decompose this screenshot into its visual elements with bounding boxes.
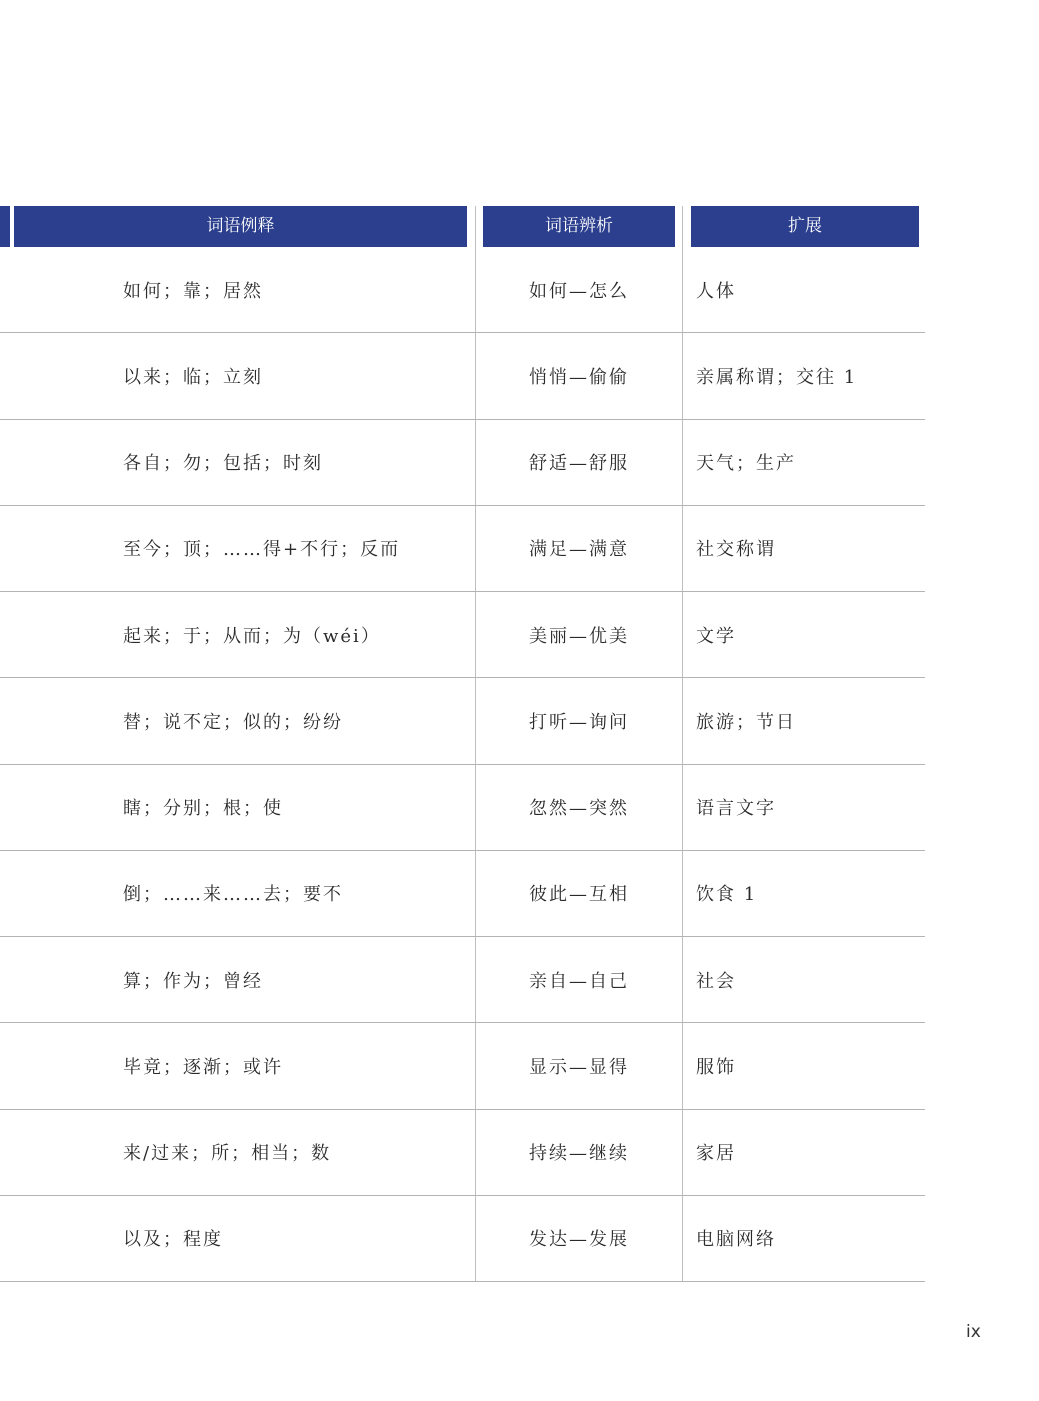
table-row <box>0 506 925 592</box>
table-row <box>0 333 925 419</box>
table-body <box>0 247 925 1282</box>
header-extension: 扩展 <box>691 206 919 247</box>
table-row <box>0 765 925 851</box>
cell-examples: 倒；……来……去；要不 <box>123 884 343 906</box>
cell-examples: 来/过来；所；相当；数 <box>123 1143 332 1165</box>
cell-extension: 电脑网络 <box>696 1229 776 1251</box>
cell-extension: 人体 <box>696 280 736 302</box>
cell-distinction: 满足—满意 <box>529 539 629 561</box>
cell-extension: 文学 <box>696 625 736 647</box>
cell-extension: 社交称谓 <box>696 539 776 561</box>
cell-extension: 饮食 1 <box>696 884 758 906</box>
cell-distinction: 如何—怎么 <box>529 280 629 302</box>
table-row <box>0 420 925 506</box>
cell-extension: 家居 <box>696 1143 736 1165</box>
cell-extension: 旅游；节日 <box>696 711 796 733</box>
table-row <box>0 678 925 764</box>
cell-distinction: 悄悄—偷偷 <box>529 366 629 388</box>
cell-extension: 服饰 <box>696 1056 736 1078</box>
cell-examples: 瞎；分别；根；使 <box>123 798 283 820</box>
cell-extension: 社会 <box>696 970 736 992</box>
table-row <box>0 937 925 1023</box>
cell-examples: 替；说不定；似的；纷纷 <box>123 711 343 733</box>
cell-distinction: 亲自—自己 <box>529 970 629 992</box>
table-row <box>0 1110 925 1196</box>
cell-distinction: 忽然—突然 <box>529 798 629 820</box>
cell-distinction: 持续—继续 <box>529 1143 629 1165</box>
table-row <box>0 592 925 678</box>
table-row <box>0 247 925 333</box>
cell-distinction: 发达—发展 <box>529 1229 629 1251</box>
table-row <box>0 1196 925 1282</box>
cell-distinction: 打听—询问 <box>529 711 629 733</box>
cell-examples: 各自；勿；包括；时刻 <box>123 453 323 475</box>
header-distinction: 词语辨析 <box>483 206 675 247</box>
cell-distinction: 显示—显得 <box>529 1056 629 1078</box>
cell-examples: 起来；于；从而；为（wéi） <box>123 625 381 647</box>
page-number: ix <box>966 1322 981 1342</box>
cell-distinction: 美丽—优美 <box>529 625 629 647</box>
cell-extension: 天气；生产 <box>696 453 796 475</box>
cell-examples: 如何；靠；居然 <box>123 280 263 302</box>
cell-examples: 算；作为；曾经 <box>123 970 263 992</box>
cell-examples: 至今；顶；……得+不行；反而 <box>123 539 401 561</box>
cell-extension: 亲属称谓；交往 1 <box>696 366 858 388</box>
cell-distinction: 舒适—舒服 <box>529 453 629 475</box>
cell-examples: 以及；程度 <box>123 1229 223 1251</box>
table-row <box>0 851 925 937</box>
cell-examples: 毕竟；逐渐；或许 <box>123 1056 283 1078</box>
cell-examples: 以来；临；立刻 <box>123 366 263 388</box>
table-row <box>0 1023 925 1109</box>
cell-extension: 语言文字 <box>696 798 776 820</box>
header-examples: 词语例释 <box>14 206 467 247</box>
prev-column-header-fragment <box>0 206 10 247</box>
cell-distinction: 彼此—互相 <box>529 884 629 906</box>
